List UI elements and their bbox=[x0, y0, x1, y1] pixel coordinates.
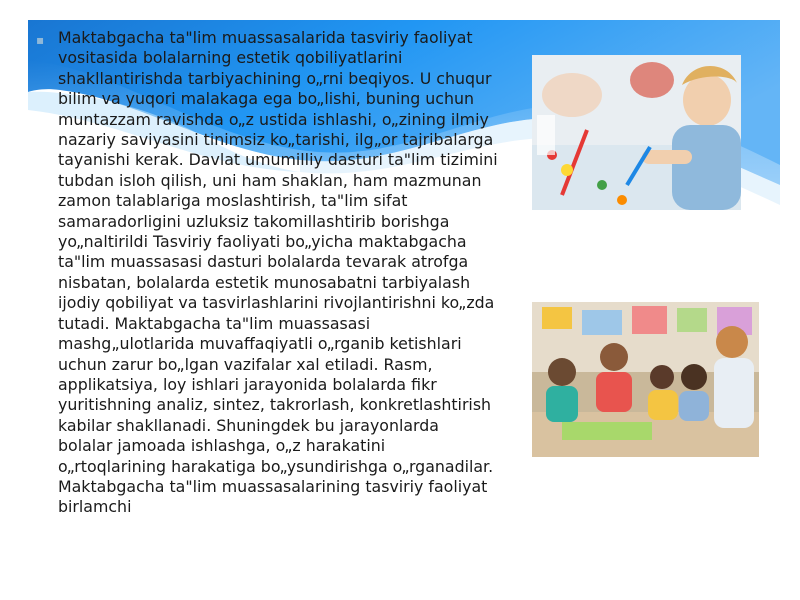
photo-child-painting bbox=[532, 55, 741, 210]
text-block bbox=[36, 28, 498, 600]
bullet-marker: ▪ bbox=[36, 33, 45, 47]
photo-children-at-table bbox=[532, 302, 759, 457]
body-paragraph: Maktabgacha ta"lim muassasalarida tasviriy faoliyat vositasida bolalarning estetik qobiliyatlarini shakllantirishda tarbiyachining o„rni beqiyos. U chuqur bilim va yuqori malakaga ega bo„lishi, buning uchun muntazzam ravishda o„z ustida ishlashi, o„zining ilmiy nazariy saviyasini tinimsiz ko„tarishi, ilg„or tajribalarga tayanishi kerak. Davlat umumilliy dasturi ta"lim tizimini tubdan isloh qilish, uni ham shaklan, ham mazmunan zamon talablariga moslashtirish, ta"lim sifat samaradorligini uzluksiz takomillashtirib borishga yo„naltirildi Tasviriy faoliyati bo„yicha maktabgacha ta"lim muassasasi dasturi bolalarda tevarak atrofga nisbatan, bolalarda estetik munosabatni tarbiyalash ijodiy qobiliyat va tasvirlashlarini rivojlantirishni ko„zda tutadi. Maktabgacha ta"lim muassasasi mashg„ulotlarida muvaffaqiyatli o„rganib ketishlari uchun zarur bo„lgan vazifalar xal etiladi. Rasm, applikatsiya, loy ishlari jarayonida bolalarda fikr yuritishning analiz, sintez, takrorlash, konkretlashtirish kabilar shakllanadi. Shuningdek bu jarayonlarda bolalar jamoada ishlashga, o„z harakatini o„rtoqlarining harakatiga bo„ysundirishga o„rganadilar. Maktabgacha ta"lim muassasalarining tasviriy faoliyat birlamchi bbox=[58, 28, 498, 517]
